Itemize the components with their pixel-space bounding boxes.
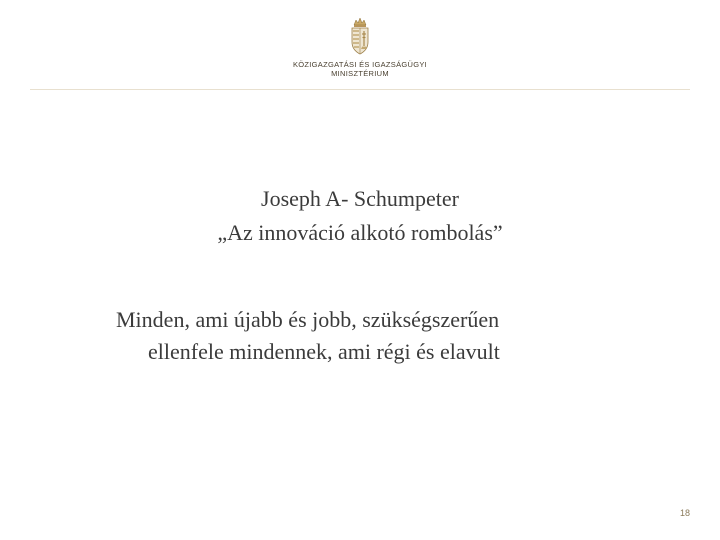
ministry-logo bbox=[290, 16, 430, 78]
quote-block bbox=[0, 182, 720, 250]
ministry-name-line2: MINISZTÉRIUM bbox=[331, 69, 389, 78]
body-text bbox=[116, 304, 636, 368]
ministry-name bbox=[290, 60, 430, 78]
body-line-2: ellenfele mindennek, ami régi és elavult bbox=[148, 339, 500, 364]
quote-author: Joseph A- Schumpeter bbox=[261, 186, 459, 211]
hungarian-coat-of-arms-icon bbox=[347, 16, 373, 56]
body-line-1: Minden, ami újabb és jobb, szükségszerűen bbox=[116, 307, 500, 332]
ministry-name-line1: KÖZIGAZGATÁSI ÉS IGAZSÁGÜGYI bbox=[292, 60, 428, 69]
header-divider bbox=[30, 89, 690, 90]
quote-title: „Az innováció alkotó rombolás” bbox=[217, 220, 503, 245]
page-number: 18 bbox=[679, 508, 690, 518]
